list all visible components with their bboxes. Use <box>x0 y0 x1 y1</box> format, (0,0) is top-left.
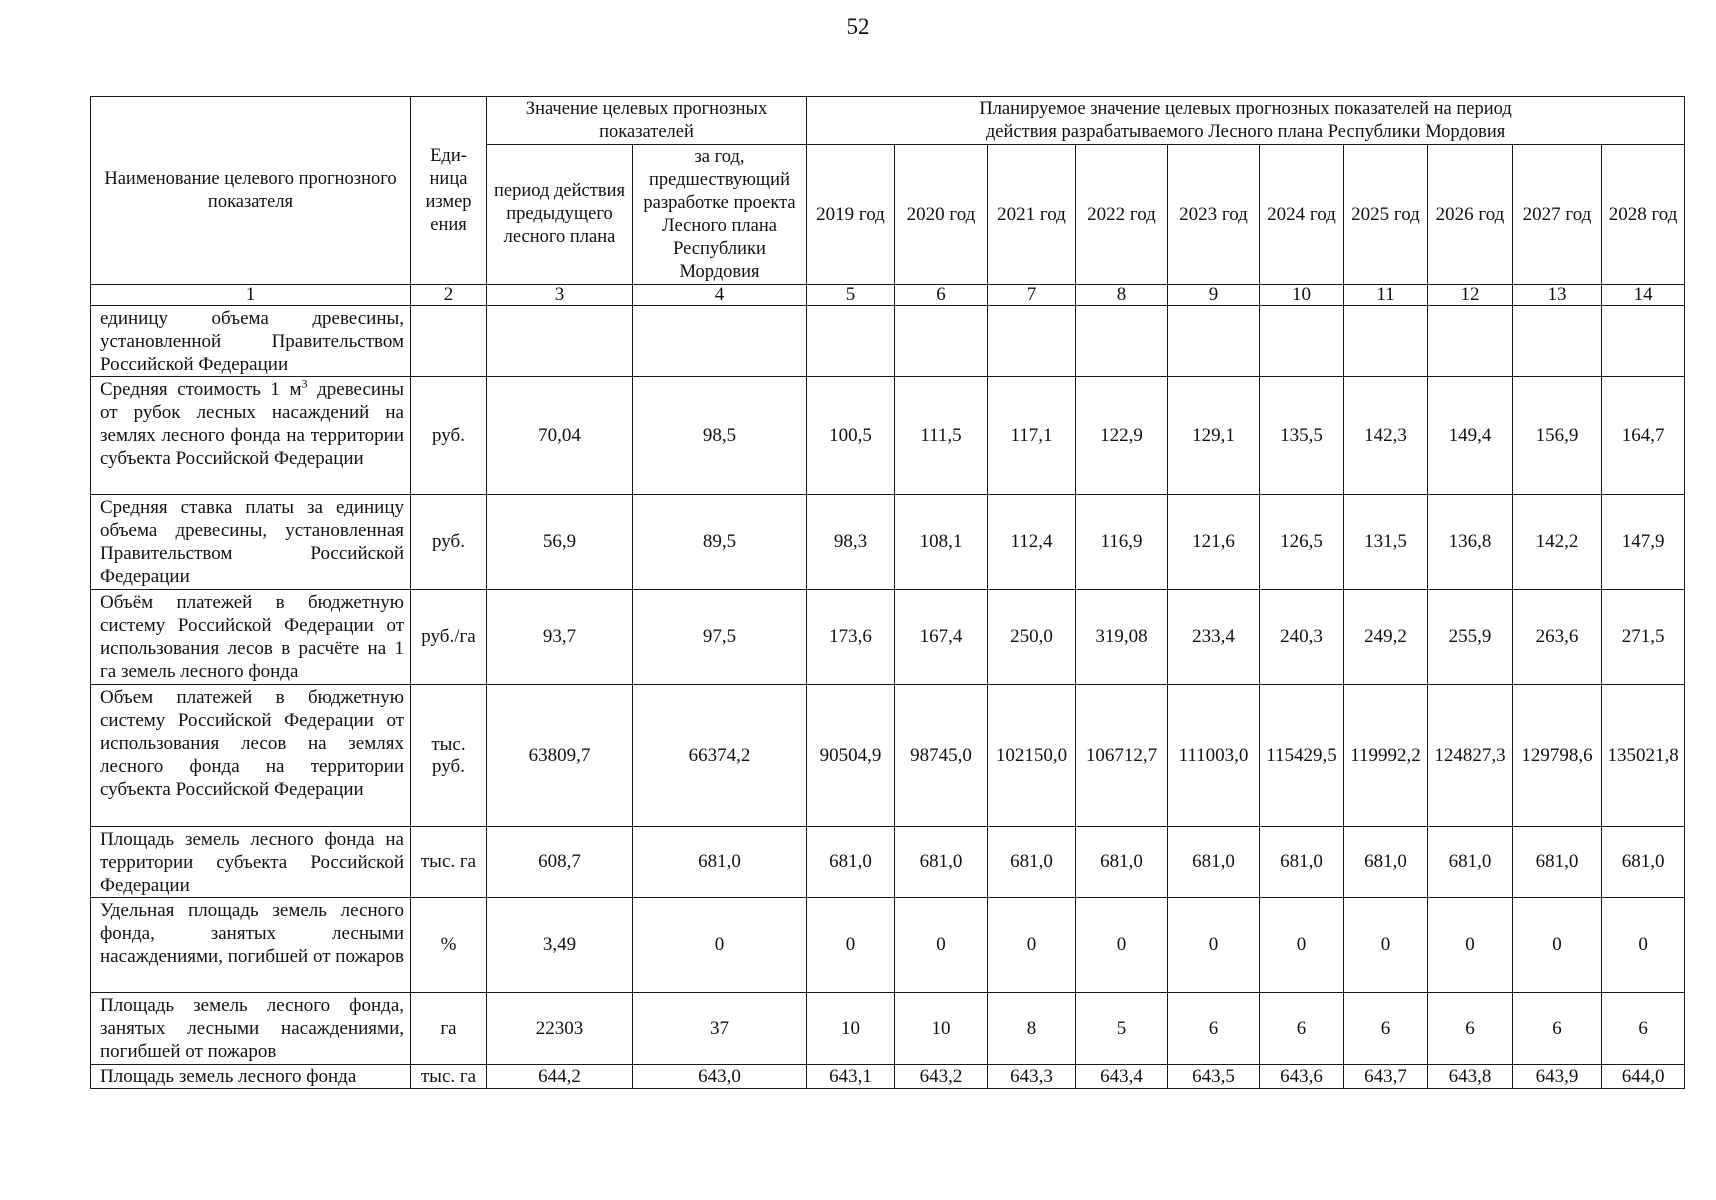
unit-cell: га <box>411 993 487 1065</box>
unit-cell: тыс. га <box>411 1065 487 1089</box>
value-cell: 233,4 <box>1168 590 1260 685</box>
value-cell: 0 <box>1428 898 1513 993</box>
page-number: 52 <box>846 14 870 39</box>
value-cell: 6 <box>1168 993 1260 1065</box>
column-number: 6 <box>895 285 988 306</box>
value-cell: 122,9 <box>1076 377 1168 495</box>
value-cell <box>1168 306 1260 377</box>
value-cell: 6 <box>1513 993 1602 1065</box>
value-cell: 643,6 <box>1260 1065 1344 1089</box>
value-cell: 112,4 <box>988 495 1076 590</box>
value-cell: 129,1 <box>1168 377 1260 495</box>
prev-year-cell: 97,5 <box>633 590 807 685</box>
value-cell: 102150,0 <box>988 685 1076 827</box>
value-cell: 0 <box>1513 898 1602 993</box>
header-unit: Еди-ница измер ения <box>411 97 487 285</box>
table-row <box>91 495 1685 590</box>
prev-year-cell: 37 <box>633 993 807 1065</box>
value-cell: 131,5 <box>1344 495 1428 590</box>
indicator-name: Удельная площадь земель лесного фонда, занятых лесными насаждениями, погибшей от пожаров <box>91 898 411 993</box>
value-cell: 117,1 <box>988 377 1076 495</box>
unit-cell: тыс. руб. <box>411 685 487 827</box>
value-cell: 126,5 <box>1260 495 1344 590</box>
value-cell: 173,6 <box>807 590 895 685</box>
prev-period-cell: 56,9 <box>487 495 633 590</box>
value-cell: 0 <box>1260 898 1344 993</box>
indicator-name: Объём платежей в бюджетную систему Российской Федерации от использования лесов в расчёте на 1 га земель лесного фонда <box>91 590 411 685</box>
value-cell: 0 <box>1076 898 1168 993</box>
indicator-name: Площадь земель лесного фонда, занятых лесными насаждениями, погибшей от пожаров <box>91 993 411 1065</box>
value-cell <box>1344 306 1428 377</box>
value-cell: 0 <box>895 898 988 993</box>
prev-year-cell: 643,0 <box>633 1065 807 1089</box>
unit-cell: руб./га <box>411 590 487 685</box>
value-cell: 644,0 <box>1602 1065 1685 1089</box>
value-cell: 142,2 <box>1513 495 1602 590</box>
prev-year-cell: 0 <box>633 898 807 993</box>
value-cell: 0 <box>988 898 1076 993</box>
value-cell: 106712,7 <box>1076 685 1168 827</box>
value-cell: 681,0 <box>1428 827 1513 898</box>
table-row <box>91 306 1685 377</box>
header-year: 2028 год <box>1602 145 1685 285</box>
column-number: 5 <box>807 285 895 306</box>
indicator-name-part: Средняя стоимость 1 м <box>100 379 302 400</box>
header-year: 2027 год <box>1513 145 1602 285</box>
column-number: 9 <box>1168 285 1260 306</box>
column-number: 14 <box>1602 285 1685 306</box>
unit-cell: руб. <box>411 377 487 495</box>
value-cell: 135021,8 <box>1602 685 1685 827</box>
column-number: 4 <box>633 285 807 306</box>
value-cell: 263,6 <box>1513 590 1602 685</box>
indicator-name-rest: древесины от рубок лесных насаждений на землях лесного фонда на территории субъекта Российской Федерации <box>100 379 405 469</box>
prev-period-cell: 70,04 <box>487 377 633 495</box>
value-cell: 10 <box>895 993 988 1065</box>
indicator-name <box>91 377 411 495</box>
column-number: 8 <box>1076 285 1168 306</box>
header-year: 2019 год <box>807 145 895 285</box>
prev-period-cell: 608,7 <box>487 827 633 898</box>
value-cell: 681,0 <box>988 827 1076 898</box>
header-row-1 <box>91 97 1685 145</box>
prev-period-cell: 22303 <box>487 993 633 1065</box>
value-cell: 90504,9 <box>807 685 895 827</box>
unit-cell: тыс. га <box>411 827 487 898</box>
value-cell <box>1076 306 1168 377</box>
value-cell: 240,3 <box>1260 590 1344 685</box>
column-number: 13 <box>1513 285 1602 306</box>
prev-period-cell <box>487 306 633 377</box>
value-cell: 142,3 <box>1344 377 1428 495</box>
column-number: 1 <box>91 285 411 306</box>
column-number: 11 <box>1344 285 1428 306</box>
header-name: Наименование целевого прогнозного показателя <box>91 97 411 285</box>
value-cell: 255,9 <box>1428 590 1513 685</box>
value-cell <box>988 306 1076 377</box>
value-cell: 156,9 <box>1513 377 1602 495</box>
value-cell: 98,3 <box>807 495 895 590</box>
table-row <box>91 377 1685 495</box>
indicator-name: Площадь земель лесного фонда на территории субъекта Российской Федерации <box>91 827 411 898</box>
value-cell: 249,2 <box>1344 590 1428 685</box>
prev-year-cell <box>633 306 807 377</box>
value-cell: 681,0 <box>1513 827 1602 898</box>
value-cell: 124827,3 <box>1428 685 1513 827</box>
column-number: 7 <box>988 285 1076 306</box>
indicator-name: Площадь земель лесного фонда <box>91 1065 411 1089</box>
prev-period-cell: 63809,7 <box>487 685 633 827</box>
value-cell: 147,9 <box>1602 495 1685 590</box>
value-cell: 681,0 <box>1602 827 1685 898</box>
value-cell: 164,7 <box>1602 377 1685 495</box>
value-cell: 681,0 <box>1260 827 1344 898</box>
value-cell: 0 <box>1602 898 1685 993</box>
value-cell: 643,2 <box>895 1065 988 1089</box>
value-cell: 98745,0 <box>895 685 988 827</box>
prev-year-cell: 681,0 <box>633 827 807 898</box>
indicator-name: Объем платежей в бюджетную систему Российской Федерации от использования лесов на землях лесного фонда на территории субъекта Российской Федерации <box>91 685 411 827</box>
prev-year-cell: 66374,2 <box>633 685 807 827</box>
unit-cell: руб. <box>411 495 487 590</box>
table-row <box>91 590 1685 685</box>
table-row <box>91 827 1685 898</box>
value-cell: 111,5 <box>895 377 988 495</box>
value-cell: 643,5 <box>1168 1065 1260 1089</box>
value-cell: 319,08 <box>1076 590 1168 685</box>
column-numbers-row <box>91 285 1685 306</box>
value-cell: 643,8 <box>1428 1065 1513 1089</box>
value-cell <box>1513 306 1602 377</box>
column-number: 2 <box>411 285 487 306</box>
value-cell: 8 <box>988 993 1076 1065</box>
header-prev-year: за год, предшествующий разработке проекта Лесного плана Республики Мордовия <box>633 145 807 285</box>
value-cell <box>895 306 988 377</box>
value-cell: 250,0 <box>988 590 1076 685</box>
header-year: 2024 год <box>1260 145 1344 285</box>
value-cell: 6 <box>1260 993 1344 1065</box>
value-cell: 643,3 <box>988 1065 1076 1089</box>
value-cell: 136,8 <box>1428 495 1513 590</box>
value-cell: 5 <box>1076 993 1168 1065</box>
prev-year-cell: 89,5 <box>633 495 807 590</box>
value-cell: 149,4 <box>1428 377 1513 495</box>
value-cell: 10 <box>807 993 895 1065</box>
value-cell: 643,7 <box>1344 1065 1428 1089</box>
prev-year-cell: 98,5 <box>633 377 807 495</box>
value-cell <box>1260 306 1344 377</box>
header-year: 2022 год <box>1076 145 1168 285</box>
unit-cell: % <box>411 898 487 993</box>
value-cell: 681,0 <box>895 827 988 898</box>
value-cell: 6 <box>1428 993 1513 1065</box>
value-cell: 643,4 <box>1076 1065 1168 1089</box>
prev-period-cell: 93,7 <box>487 590 633 685</box>
value-cell <box>807 306 895 377</box>
header-prev-period: период действия предыдущего лесного плана <box>487 145 633 285</box>
value-cell: 6 <box>1344 993 1428 1065</box>
value-cell: 129798,6 <box>1513 685 1602 827</box>
value-cell: 0 <box>807 898 895 993</box>
value-cell: 0 <box>1168 898 1260 993</box>
value-cell: 681,0 <box>1076 827 1168 898</box>
value-cell: 6 <box>1602 993 1685 1065</box>
value-cell: 643,9 <box>1513 1065 1602 1089</box>
header-year: 2023 год <box>1168 145 1260 285</box>
value-cell: 681,0 <box>807 827 895 898</box>
value-cell: 681,0 <box>1168 827 1260 898</box>
prev-period-cell: 3,49 <box>487 898 633 993</box>
unit-cell <box>411 306 487 377</box>
target-indicators-table <box>90 96 1685 1089</box>
value-cell: 115429,5 <box>1260 685 1344 827</box>
indicator-name: Средняя ставка платы за единицу объема древесины, установленная Правительством Российской Федерации <box>91 495 411 590</box>
value-cell: 121,6 <box>1168 495 1260 590</box>
value-cell: 167,4 <box>895 590 988 685</box>
header-plan-group: Планируемое значение целевых прогнозных показателей на период действия разрабатываемого Лесного плана Республики Мордовия <box>807 97 1685 145</box>
value-cell: 135,5 <box>1260 377 1344 495</box>
value-cell: 111003,0 <box>1168 685 1260 827</box>
value-cell: 0 <box>1344 898 1428 993</box>
table-row <box>91 685 1685 827</box>
value-cell: 119992,2 <box>1344 685 1428 827</box>
column-number: 12 <box>1428 285 1513 306</box>
table-row <box>91 993 1685 1065</box>
header-year: 2021 год <box>988 145 1076 285</box>
value-cell: 100,5 <box>807 377 895 495</box>
table-row <box>91 898 1685 993</box>
column-number: 10 <box>1260 285 1344 306</box>
indicator-name: единицу объема древесины, установленной Правительством Российской Федерации <box>91 306 411 377</box>
header-year: 2020 год <box>895 145 988 285</box>
value-cell: 108,1 <box>895 495 988 590</box>
prev-period-cell: 644,2 <box>487 1065 633 1089</box>
value-cell: 271,5 <box>1602 590 1685 685</box>
value-cell: 681,0 <box>1344 827 1428 898</box>
value-cell <box>1602 306 1685 377</box>
table-row <box>91 1065 1685 1089</box>
header-target-group: Значение целевых прогнозных показателей <box>487 97 807 145</box>
superscript: 3 <box>301 376 308 391</box>
value-cell <box>1428 306 1513 377</box>
column-number: 3 <box>487 285 633 306</box>
header-year: 2026 год <box>1428 145 1513 285</box>
value-cell: 116,9 <box>1076 495 1168 590</box>
value-cell: 643,1 <box>807 1065 895 1089</box>
header-year: 2025 год <box>1344 145 1428 285</box>
